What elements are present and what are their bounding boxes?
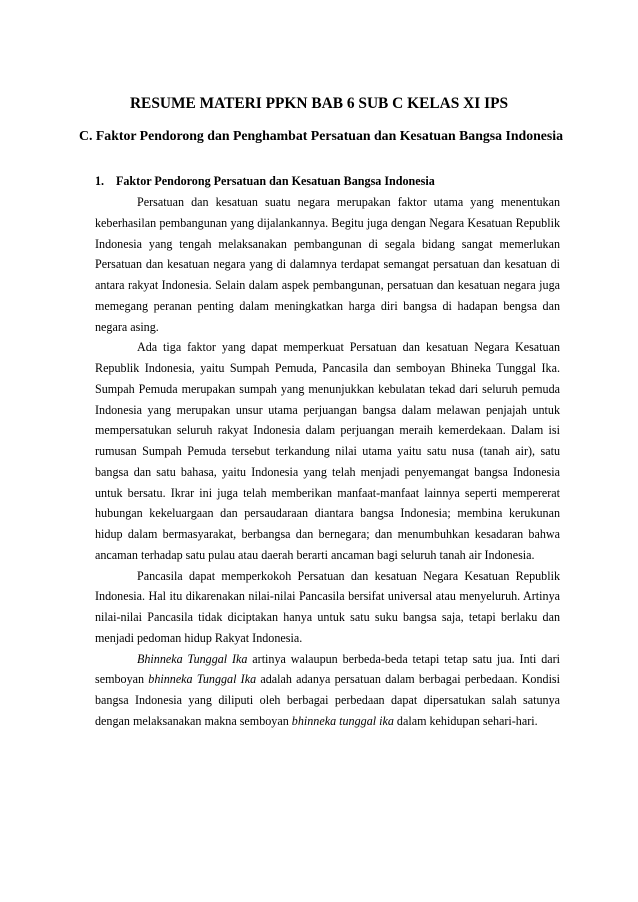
paragraph-text: artinya walaupun berbeda-beda tetapi tetap satu jua. Inti dari semboyan — [95, 651, 560, 687]
body-text — [95, 192, 560, 732]
paragraph-1: Persatuan dan kesatuan suatu negara merupakan faktor utama yang menentukan keberhasilan pembangunan yang dijalankannya. Begitu juga dengan Negara Kesatuan Republik Indonesia yang tengah melaksanakan pembangunan di segala bidang sangat memerlukan Persatuan dan kesatuan negara yang di dalamnya terdapat semangat persatuan dan kesatuan di antara rakyat Indonesia. Selain dalam aspek pembangunan, persatuan dan kesatuan negara juga memegang peranan penting dalam meningkatkan harga diri bangsa di hadapan bengsa dan negara asing. — [95, 195, 560, 334]
subsection-title: Faktor Pendorong Persatuan dan Kesatuan Bangsa Indonesia — [116, 174, 435, 188]
section-heading: C. Faktor Pendorong dan Penghambat Persatuan dan Kesatuan Bangsa Indonesia — [79, 128, 564, 143]
subsection-number: 1. — [95, 174, 105, 188]
paragraph-3: Pancasila dapat memperkokoh Persatuan dan kesatuan Negara Kesatuan Republik Indonesia. Hal itu dikarenakan nilai-nilai Pancasila bersifat universal atau menyeluruh. Artinya nilai-nilai Pancasila tidak diciptakan hanya untuk satu suku bangsa saja, tetapi berlaku dan menjadi pedoman hidup Rakyat Indonesia. — [95, 568, 560, 645]
paragraph-2: Ada tiga faktor yang dapat memperkuat Persatuan dan kesatuan Negara Kesatuan Republik Indonesia, yaitu Sumpah Pemuda, Pancasila dan semboyan Bhineka Tunggal Ika. Sumpah Pemuda merupakan sumpah yang menunjukkan kebulatan tekad dari seluruh pemuda Indonesia yang merupakan unsur utama perjuangan bangsa dalam melawan penjajah untuk mempersatukan seluruh rakyat Indonesia dalam perjuangan meraih kemerdekaan. Dalam isi rumusan Sumpah Pemuda tersebut terkandung nilai utama yaitu satu nusa (tanah air), satu bangsa dan satu bahasa, yaitu Indonesia yang telah menjadi penyemangat bangsa Indonesia untuk bersatu. Ikrar ini juga telah memberikan manfaat-manfaat lainnya seperti mempererat hubungan kekeluargaan dan persaudaraan diantara bangsa Indonesia; membina kerukunan hidup dalam bermasyarakat, berbangsa dan bernegara; dan menumbuhkan kesadaran bahwa ancaman terhadap satu pulau atau daerah berarti ancaman bagi seluruh tanah air Indonesia. — [95, 340, 560, 562]
document-title: RESUME MATERI PPKN BAB 6 SUB C KELAS XI IPS — [129, 95, 509, 112]
paragraph-text: adalah adanya persatuan dalam berbagai perbedaan. Kondisi bangsa Indonesia yang diliputi oleh berbagai perbedaan dapat dipersatukan salah satunya dengan melaksanakan makna semboyan — [95, 672, 561, 728]
subsection-heading — [95, 173, 435, 189]
italic-phrase: bhinneka tunggal ika — [291, 713, 394, 728]
italic-phrase: bhinneka Tunggal Ika — [148, 672, 257, 687]
italic-phrase: Bhinneka Tunggal Ika — [137, 651, 248, 666]
paragraph-text: dalam kehidupan sehari-hari. — [393, 713, 538, 728]
paragraph-4 — [95, 649, 560, 732]
